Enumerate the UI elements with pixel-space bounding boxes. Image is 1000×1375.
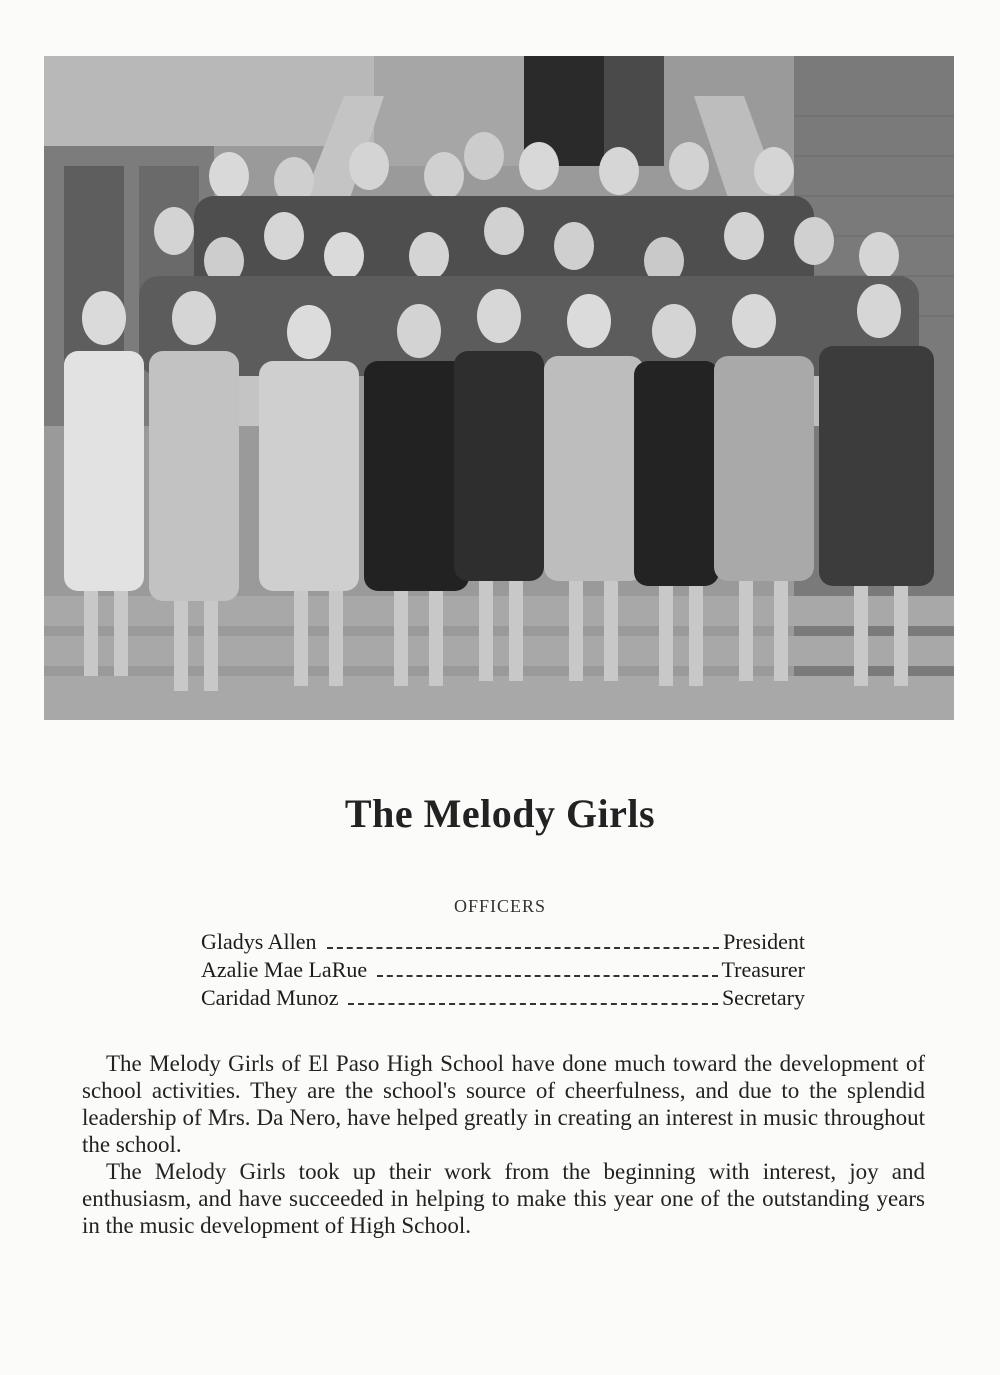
officer-role: President (723, 929, 805, 954)
page-title: The Melody Girls (344, 791, 656, 836)
officers-list (201, 928, 805, 1012)
officer-row (201, 928, 805, 956)
officer-name: Gladys Allen (201, 929, 317, 954)
group-photo-illustration (44, 56, 954, 720)
officer-name: Caridad Munoz (201, 985, 339, 1010)
paragraph: The Melody Girls took up their work from the beginning with interest, joy and enthusiasm, and have succeeded in helping to make this year one of the outstanding years in the music development of High School. (82, 1159, 925, 1238)
officer-row (201, 984, 805, 1012)
description-text (82, 1050, 925, 1239)
paragraph: The Melody Girls of El Paso High School have done much toward the development of school activities. They are the school's source of cheerfulness, and due to the splendid leadership of Mrs. Da Nero, have helped greatly in creating an interest in music throughout the school. (82, 1051, 925, 1157)
officer-role: Treasurer (721, 957, 805, 982)
officer-role: Secretary (721, 985, 805, 1010)
dotted-leader (348, 1003, 717, 1005)
officers-heading: OFFICERS (453, 896, 547, 916)
dotted-leader (377, 975, 717, 977)
officer-row (201, 956, 805, 984)
dotted-leader (327, 947, 720, 949)
officer-name: Azalie Mae LaRue (201, 957, 368, 982)
group-photo (44, 56, 954, 720)
